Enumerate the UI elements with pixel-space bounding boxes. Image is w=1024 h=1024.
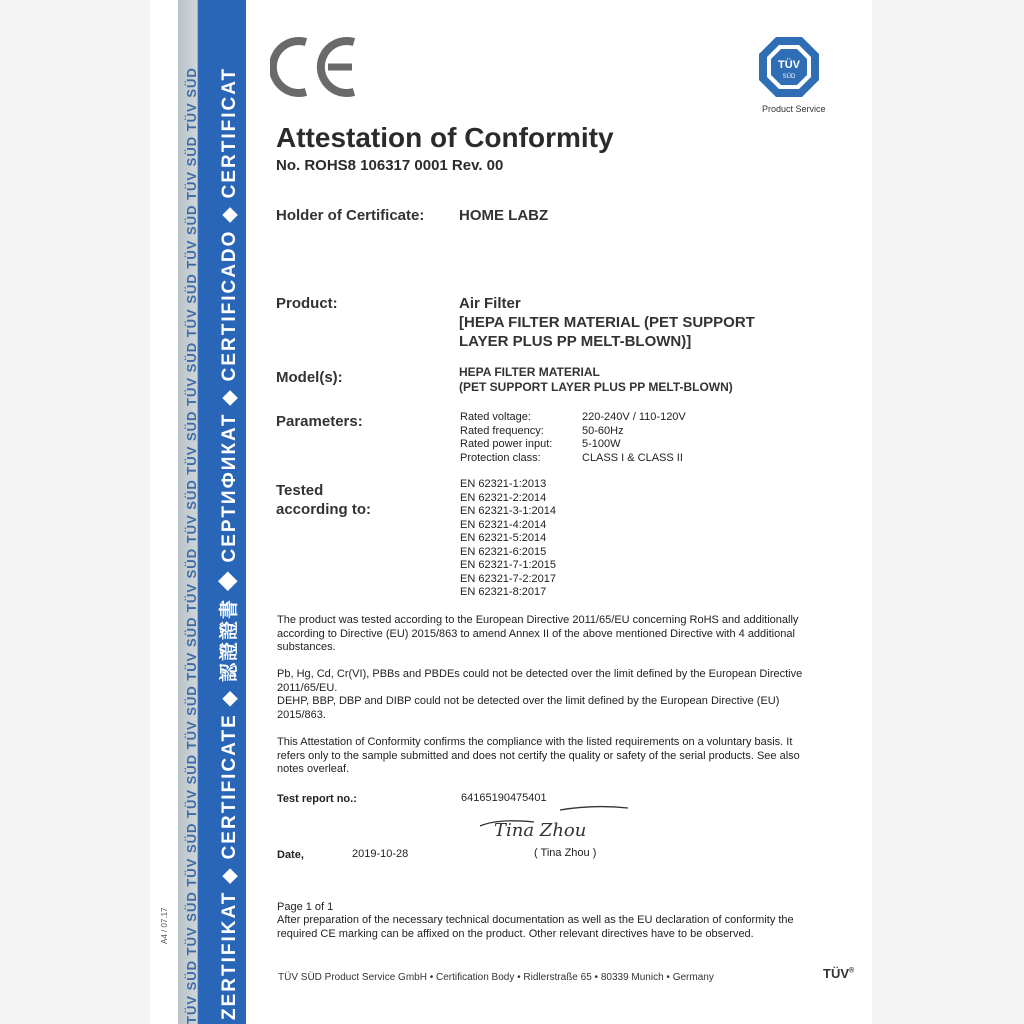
- registered-mark: ®: [849, 967, 855, 975]
- parameters-label: Parameters:: [276, 413, 363, 430]
- test-report-number: 64165190475401: [461, 792, 547, 804]
- parameter-key: Rated frequency:: [460, 425, 544, 437]
- models-line1: HEPA FILTER MATERIAL: [459, 365, 600, 379]
- models-label: Model(s):: [276, 369, 343, 386]
- certificate-words-column: [204, 0, 246, 1024]
- tested-label-line2: according to:: [276, 501, 372, 518]
- svg-text:SÜD: SÜD: [782, 74, 796, 80]
- standard-item: EN 62321-3-1:2014: [460, 505, 557, 517]
- document-number: No. ROHS8 106317 0001 Rev. 00: [276, 157, 504, 174]
- rohs-directive-paragraph: The product was tested according to the European Directive 2011/65/EU concerning RoHS and additionally according to Directive (EU) 2015/863 to amend Annex II of the above mentioned Directive with 4 additional substances.: [277, 614, 799, 653]
- tested-label-line1: Tested: [276, 482, 324, 499]
- parameter-value: 50-60Hz: [582, 425, 624, 437]
- certificate-words-text: ZERTIFIKAT ◆ CERTIFICATE ◆ 認證證書 ◆ СЕРТИФИКАТ ◆ CERTIFICADO ◆ CERTIFICAT: [219, 66, 240, 1020]
- product-label: Product:: [276, 295, 338, 312]
- conformity-statement-paragraph: This Attestation of Conformity confirms the compliance with the listed requirements on a voluntary basis. It refers only to the sample submitted and does not certify the quality or safety of the serial products. See also notes overleaf.: [277, 736, 800, 775]
- holder-value: HOME LABZ: [459, 207, 549, 224]
- product-service-label: Product Service: [762, 104, 826, 114]
- ce-marking-note: After preparation of the necessary technical documentation as well as the EU declaration of conformity the required CE marking can be affixed on the product. Other relevant directives have to be observed.: [277, 914, 794, 940]
- standard-item: EN 62321-7-2:2017: [460, 572, 557, 585]
- test-report-label: Test report no.:: [277, 793, 357, 805]
- certificate-side-band: [178, 0, 246, 1024]
- page-number: Page 1 of 1: [277, 901, 334, 913]
- signature-handwriting: Tina Zhou: [494, 820, 587, 841]
- substances-paragraph-b: DEHP, BBP, DBP and DIBP could not be detected over the limit defined by the European Directive (EU) 2015/863.: [277, 695, 780, 721]
- form-code: A4 / 07.17: [160, 907, 169, 944]
- standard-item: EN 62321-6:2015: [460, 545, 547, 558]
- holder-label: Holder of Certificate:: [276, 207, 425, 224]
- footer-tuv-logo: [823, 966, 854, 981]
- parameter-row: [460, 437, 800, 451]
- standard-item: EN 62321-8:2017: [460, 586, 547, 598]
- parameter-row: [460, 451, 800, 465]
- models-line2: (PET SUPPORT LAYER PLUS PP MELT-BLOWN): [459, 380, 733, 394]
- product-detail-line2: LAYER PLUS PP MELT-BLOWN)]: [459, 333, 692, 350]
- parameter-row: [460, 424, 800, 438]
- tuv-repeat-text: TÜV SÜD TÜV SÜD TÜV SÜD TÜV SÜD TÜV SÜD TÜV SÜD TÜV SÜD TÜV SÜD TÜV SÜD TÜV SÜD TÜV SÜD TÜV SÜD TÜV SÜD TÜV SÜD: [184, 67, 199, 1024]
- parameter-key: Protection class:: [460, 452, 541, 464]
- parameter-key: Rated power input:: [460, 438, 553, 450]
- parameter-key: Rated voltage:: [460, 411, 531, 423]
- substances-paragraph-a: Pb, Hg, Cd, Cr(VI), PBBs and PBDEs could not be detected over the limit defined by the European Directive 2011/65/EU.: [277, 668, 803, 694]
- tuv-sud-logo-icon: [758, 36, 820, 98]
- ce-mark-logo: [270, 34, 362, 100]
- standard-item: EN 62321-4:2014: [460, 518, 547, 531]
- signatory-name: ( Tina Zhou ): [534, 847, 597, 859]
- document-title: Attestation of Conformity: [276, 122, 614, 153]
- handwritten-signature: [474, 800, 634, 850]
- tuv-repeat-column: [182, 0, 204, 1024]
- parameter-value: 5-100W: [582, 438, 621, 450]
- standard-item: EN 62321-5:2014: [460, 532, 547, 544]
- svg-text:TÜV: TÜV: [778, 59, 800, 71]
- standard-item: EN 62321-7-1:2015: [460, 559, 557, 571]
- product-name: Air Filter: [459, 295, 521, 312]
- parameter-value: CLASS I & CLASS II: [582, 452, 683, 464]
- footer-tuv-logo-text: TÜV: [823, 966, 849, 981]
- standards-list: [460, 478, 556, 600]
- standard-item: EN 62321-1:2013: [460, 478, 547, 490]
- parameter-value: 220-240V / 110-120V: [582, 411, 686, 423]
- date-value: 2019-10-28: [352, 848, 409, 860]
- product-detail-line1: [HEPA FILTER MATERIAL (PET SUPPORT: [459, 314, 755, 331]
- date-label: Date,: [277, 849, 304, 861]
- parameter-row: [460, 410, 800, 424]
- standard-item: EN 62321-2:2014: [460, 491, 547, 504]
- footer-address: TÜV SÜD Product Service GmbH • Certification Body • Ridlerstraße 65 • 80339 Munich • Germany: [278, 972, 714, 983]
